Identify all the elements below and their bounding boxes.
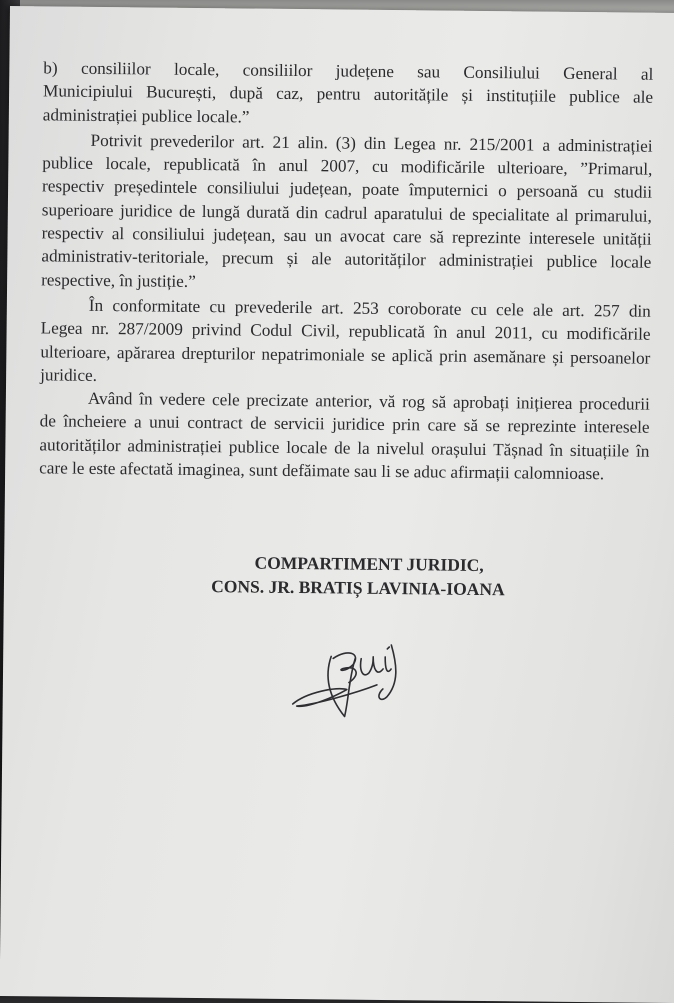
- text-line: administrației publice locale.”: [42, 104, 250, 127]
- paragraph-request: [39, 386, 650, 486]
- text-line: Potrivit prevederilor art. 21 alin. (3) din Legea nr. 215/2001 a administrației: [90, 130, 653, 156]
- text-line: de încheiere a unui contract de servicii juridice prin care să se reprezinte interesele: [39, 411, 650, 438]
- text-line: autorităților administrației publice locale de la nivelul orașului Tășnad în situațiile în: [39, 435, 650, 461]
- document-body: [39, 56, 654, 600]
- paragraph-art-253: [40, 293, 651, 393]
- text-line: În conformitate cu prevederile art. 253 coroborate cu cele ale art. 257 din: [88, 295, 651, 321]
- handwritten-signature: [286, 634, 427, 725]
- paragraph-item-b: [43, 56, 654, 132]
- text-line: administrativ-teritoriale, precum și ale autorităților administrației publice locale: [41, 246, 652, 273]
- text-line: respectiv al consiliului județean, sau un avocat care să reprezinte interesele unității: [41, 223, 652, 249]
- paragraph-art-21: [41, 128, 653, 297]
- text-line: b) consiliilor locale, consiliilor județene sau Consiliului General al: [43, 58, 654, 84]
- text-line: ulterioare, apărarea drepturilor nepatrimoniale se aplică prin asemănare și persoanelor: [40, 341, 651, 368]
- text-line: Legea nr. 287/2009 privind Codul Civil, republicată în anul 2011, cu modificările: [40, 318, 651, 344]
- text-line: publice locale, republicată în anul 2007, cu modificările ulterioare, ”Primarul,: [42, 153, 653, 179]
- text-line: Având în vedere cele precizate anterior, vă rog să aprobați inițierea procedurii: [87, 388, 650, 414]
- signature-block: [38, 548, 648, 602]
- document-page: [0, 6, 674, 1003]
- signature-department: COMPARTIMENT JURIDIC,: [254, 552, 484, 575]
- text-line: Municipiului București, după caz, pentru autoritățile și instituțiile publice ale: [43, 81, 654, 108]
- text-line: respectiv președintele consiliului județean, poate împuternici o persoană cu studii: [42, 176, 653, 203]
- text-line: superioare juridice de lungă durată din cadrul aparatului de specialitate al primarului,: [41, 200, 652, 226]
- text-line: care le este afectată imaginea, sunt defăimate sau li se aduc afirmații calomnioase.: [39, 458, 605, 484]
- text-line: respective, în justiție.”: [41, 270, 196, 291]
- text-line: juridice.: [40, 365, 98, 385]
- signature-name: CONS. JR. BRATIȘ LAVINIA-IOANA: [211, 576, 505, 600]
